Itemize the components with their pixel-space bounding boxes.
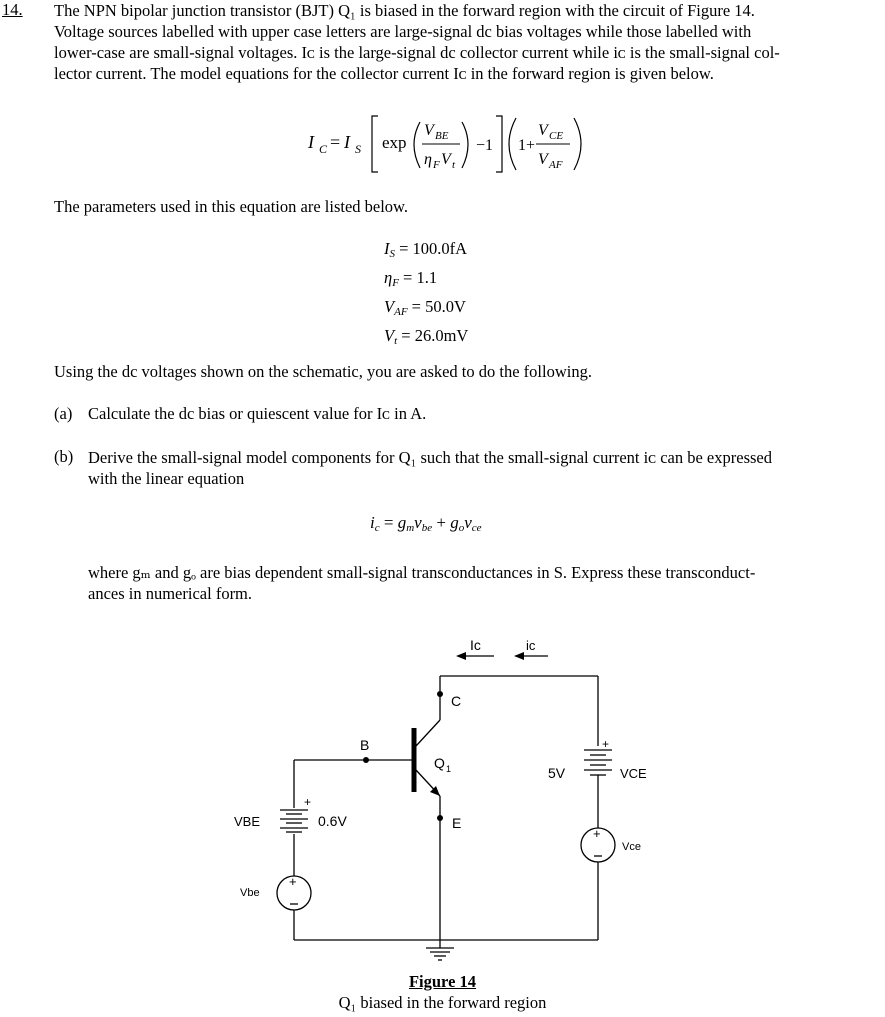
param-eta: $\eta_F = 1.1$ [384, 268, 438, 289]
eq-ic-sub: C [319, 142, 328, 156]
intro-line-4: lector current. The model equations for the collector current Iᴄ in the forward region is given below. [54, 64, 714, 83]
eq-eta: η [424, 151, 432, 168]
eq-vbe-sub: BE [435, 130, 449, 142]
svg-text:+: + [289, 874, 297, 889]
part-a-text: Calculate the dc bias or quiescent value for Iᴄ in A. [88, 404, 427, 423]
figure-caption: Q₁ biased in the forward region [338, 993, 547, 1012]
eq-vt: V [441, 151, 451, 168]
eq-eta-sub: F [433, 159, 440, 171]
param-vaf: $V_{AF} = 50.0V$ [384, 297, 466, 318]
part-b-label: (b) [54, 447, 74, 466]
svg-text:+: + [602, 737, 610, 751]
vbe-battery [280, 810, 308, 832]
label-C: C [451, 693, 462, 709]
intro-line-3: lower-case are small-signal voltages. Iᴄ is the large-signal dc collector current while iᴄ is the small-signal col- [54, 43, 780, 62]
label-ic: ic [526, 638, 536, 653]
label-VCE: VCE [620, 766, 647, 781]
eq-vce-sub: CE [549, 130, 564, 142]
eq-vaf-sub: AF [549, 159, 563, 171]
part-a [54, 404, 72, 424]
label-Ic: Ic [470, 637, 481, 653]
eq-vt-sub: t [452, 159, 456, 171]
svg-text:+: + [304, 795, 312, 809]
where-line-2: ances in numerical form. [88, 584, 253, 603]
part-b-line-2: with the linear equation [88, 469, 245, 488]
circuit-schematic [0, 620, 885, 970]
vce-battery [584, 750, 612, 775]
ground-symbol [426, 948, 454, 960]
collector-current-equation [300, 108, 610, 180]
part-a-label: (a) [54, 404, 73, 423]
label-B: B [360, 737, 370, 753]
params-intro: The parameters used in this equation are listed below. [54, 197, 409, 216]
svg-text:1: 1 [446, 764, 452, 774]
eq-left-bracket [372, 116, 378, 172]
eq-right-bracket [496, 116, 502, 172]
parameter-list [384, 237, 468, 353]
part-b-text [88, 447, 878, 489]
label-5V: 5V [548, 765, 566, 781]
label-Vce: Vce [622, 841, 641, 853]
where-line-1: where gₘ and gₒ are bias dependent small-signal transconductances in S. Express these transconduct- [88, 563, 756, 582]
where-paragraph [88, 562, 878, 604]
eq-vbe: V [424, 122, 434, 139]
figure-title: Figure 14 [408, 972, 477, 991]
intro-line-1: The NPN bipolar junction transistor (BJT) Q₁ is biased in the forward region with the circuit of Figure 14. [54, 1, 755, 20]
small-signal-equation: $i_c = g_mv_{be} + g_ov_{ce}$ [370, 513, 482, 534]
task-intro: Using the dc voltages shown on the schematic, you are asked to do the following. [54, 362, 592, 381]
label-VBE: VBE [234, 814, 261, 829]
intro-paragraph [54, 0, 880, 84]
label-Vbe: Vbe [240, 887, 260, 899]
svg-text:+: + [593, 826, 601, 841]
eq-vce: V [538, 122, 548, 139]
eq-exp: exp [382, 133, 407, 152]
label-Q1: Q [434, 755, 445, 771]
problem-number: 14. [2, 0, 23, 19]
eq-ic: I [308, 132, 314, 152]
label-0p6V: 0.6V [318, 813, 347, 829]
eq-is: I [344, 132, 350, 152]
svg-text:=: = [330, 132, 341, 152]
param-is: $I_S = 100.0fA$ [384, 239, 468, 260]
part-b-line-1: Derive the small-signal model components for Q₁ such that the small-signal current iᴄ can be expressed [88, 448, 772, 467]
intro-line-2: Voltage sources labelled with upper case letters are large-signal dc bias voltages while those labelled with [54, 22, 752, 41]
eq-is-sub: S [355, 142, 361, 156]
label-E: E [452, 815, 462, 831]
eq-minus-one: −1 [476, 137, 494, 154]
param-vt: $V_t = 26.0mV$ [384, 326, 469, 347]
eq-vaf: V [538, 151, 548, 168]
eq-one-plus: 1+ [518, 137, 536, 154]
